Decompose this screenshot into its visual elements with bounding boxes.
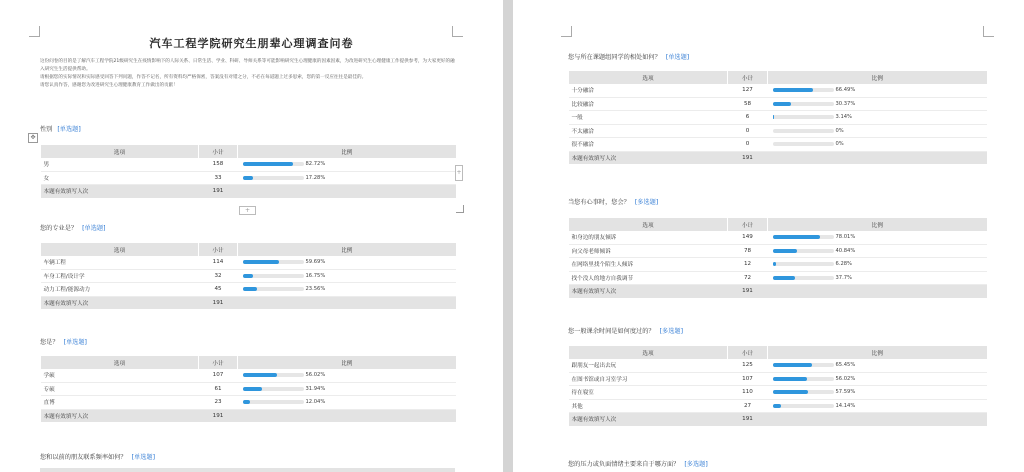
question-type-tag: [单选题] <box>82 225 106 232</box>
option-label: 车身工程/设计学 <box>41 269 199 283</box>
option-label: 十分融洽 <box>569 84 728 97</box>
ratio-percent: 12.04% <box>305 399 326 406</box>
total-ratio-empty <box>768 285 987 298</box>
stats-table <box>568 346 987 426</box>
table-row <box>569 124 987 138</box>
ratio-percent: 37.7% <box>835 274 852 281</box>
ratio-bar-fill <box>773 404 782 408</box>
add-column-plus-icon[interactable]: + <box>455 165 463 181</box>
question-type-tag: [单选题] <box>63 339 87 346</box>
table-row <box>569 258 987 272</box>
stats-table <box>40 145 456 198</box>
table-row <box>41 396 456 410</box>
ratio-bar-fill <box>773 390 808 394</box>
question-type-tag: [多选题] <box>634 199 659 206</box>
option-count: 158 <box>199 158 238 171</box>
table-header-row <box>41 145 456 158</box>
option-label: 在网络里找个陌生人倾诉 <box>569 258 728 272</box>
table-header-row <box>569 218 987 231</box>
ratio-percent: 0% <box>835 127 844 134</box>
stats-table <box>40 356 456 422</box>
option-count: 127 <box>728 84 768 97</box>
ratio-header: 比例 <box>238 145 456 158</box>
ratio-bar <box>773 404 834 408</box>
ratio-bar-fill <box>773 102 792 106</box>
ratio-bar <box>773 363 834 367</box>
ratio-header: 比例 <box>768 218 987 231</box>
option-count: 45 <box>199 283 238 297</box>
add-row-plus-icon[interactable]: + <box>239 206 256 215</box>
question-title <box>568 52 689 61</box>
ratio-bar-fill <box>773 115 775 119</box>
option-count: 72 <box>728 271 768 285</box>
ratio-bar-fill <box>243 373 277 377</box>
table-row <box>569 271 987 285</box>
option-ratio <box>768 124 987 138</box>
table-header-row <box>569 346 987 359</box>
ratio-bar <box>773 115 834 119</box>
count-header: 小计 <box>199 356 238 369</box>
option-count: 23 <box>199 396 238 410</box>
move-handle-icon[interactable]: ✥ <box>28 133 38 143</box>
total-label: 本题有效填写人次 <box>569 285 728 298</box>
option-count: 125 <box>728 359 768 372</box>
option-ratio <box>768 372 987 386</box>
ratio-percent: 82.72% <box>305 161 326 168</box>
option-count: 58 <box>728 97 768 111</box>
ratio-bar <box>773 129 834 133</box>
table-row <box>569 138 987 152</box>
table-row <box>569 359 987 372</box>
option-label: 专硕 <box>41 382 199 396</box>
ratio-bar <box>773 276 834 280</box>
survey-title: 汽车工程学院研究生朋辈心理调查问卷 <box>149 37 354 50</box>
total-count: 191 <box>199 409 238 422</box>
option-label: 不太融洽 <box>569 124 728 138</box>
table-row <box>41 256 456 269</box>
ratio-header: 比例 <box>768 346 987 359</box>
question-type-tag: [单选题] <box>57 126 81 133</box>
ratio-bar <box>773 235 834 239</box>
option-count: 149 <box>728 231 768 244</box>
ratio-percent: 40.84% <box>835 247 856 254</box>
option-label: 跟朋友一起出去玩 <box>569 359 728 372</box>
option-count: 12 <box>728 258 768 272</box>
option-header: 选项 <box>41 145 199 158</box>
ratio-header: 比例 <box>238 243 456 256</box>
ratio-bar <box>773 142 834 146</box>
ratio-percent: 65.45% <box>835 362 856 369</box>
table-total-row <box>41 409 456 422</box>
ratio-percent: 56.02% <box>835 375 856 382</box>
option-ratio <box>768 271 987 285</box>
option-label: 动力工程/能源动力 <box>41 283 199 297</box>
question-title <box>568 197 658 206</box>
option-label: 在图书馆或自习室学习 <box>569 372 728 386</box>
option-ratio <box>238 382 456 396</box>
ratio-bar <box>243 287 304 291</box>
table-row <box>569 386 987 400</box>
option-label: 待在寝室 <box>569 386 728 400</box>
option-label: 比较融洽 <box>569 97 728 111</box>
option-label: 一般 <box>569 111 728 125</box>
count-header: 小计 <box>199 145 238 158</box>
ratio-percent: 31.94% <box>305 385 326 392</box>
ratio-bar-fill <box>243 287 257 291</box>
question-title <box>40 223 106 232</box>
ratio-percent: 56.02% <box>305 372 326 379</box>
question-type-tag: [单选题] <box>131 454 156 461</box>
option-count: 107 <box>199 369 238 382</box>
option-count: 6 <box>728 111 768 125</box>
option-header: 选项 <box>569 346 728 359</box>
option-count: 107 <box>728 372 768 386</box>
ratio-percent: 59.69% <box>305 259 326 266</box>
question-title <box>40 337 87 346</box>
ratio-bar-fill <box>773 235 821 239</box>
total-count: 191 <box>728 413 768 426</box>
option-ratio <box>238 256 456 269</box>
count-header: 小计 <box>199 243 238 256</box>
question-text: 您的专业是？ <box>40 225 78 232</box>
ratio-bar <box>773 249 834 253</box>
table-total-row <box>41 185 456 198</box>
table-row <box>569 231 987 244</box>
table-row <box>41 382 456 396</box>
ratio-bar-fill <box>773 276 796 280</box>
stats-table <box>568 71 987 164</box>
option-ratio <box>238 158 456 171</box>
table-row <box>41 171 456 185</box>
table-header-partial <box>40 468 455 472</box>
document-page-left <box>0 0 503 472</box>
option-ratio <box>768 386 987 400</box>
ratio-bar <box>773 88 834 92</box>
stats-table <box>568 218 987 298</box>
question-text: 您的压力或负面情绪主要来自于哪方面？ <box>568 461 680 468</box>
ratio-percent: 6.28% <box>835 261 852 268</box>
ratio-bar <box>243 400 304 404</box>
survey-intro <box>40 58 455 90</box>
question-type-tag: [单选题] <box>665 54 690 61</box>
option-ratio <box>238 171 456 185</box>
ratio-bar <box>243 162 304 166</box>
total-count: 191 <box>728 285 768 298</box>
table-total-row <box>569 413 987 426</box>
option-ratio <box>768 111 987 125</box>
ratio-bar-fill <box>243 176 254 180</box>
option-label: 其他 <box>569 399 728 413</box>
ratio-bar <box>243 387 304 391</box>
option-label: 男 <box>41 158 199 171</box>
ratio-bar-fill <box>243 400 250 404</box>
table-header-row <box>41 356 456 369</box>
option-count: 78 <box>728 244 768 258</box>
option-ratio <box>768 399 987 413</box>
intro-line: 请您认真作答，感谢您为改进研究生心理健康教育工作做出的贡献！ <box>40 83 178 88</box>
question-text: 您和以前的朋友联系频率如何？ <box>40 454 127 461</box>
option-count: 0 <box>728 138 768 152</box>
table-total-row <box>569 285 987 298</box>
margin-corner-mark <box>983 26 994 37</box>
question-type-tag: [多选题] <box>659 328 684 335</box>
table-total-row <box>41 296 456 309</box>
question-text: 您是？ <box>40 339 59 346</box>
table-row <box>41 283 456 297</box>
table-row <box>569 97 987 111</box>
option-ratio <box>768 231 987 244</box>
total-count: 191 <box>199 185 238 198</box>
question-title <box>40 124 81 133</box>
intro-line: 这份问卷的目的是了解汽车工程学院21级研究生在疫情影响下的人际关系、日常生活、学业、科研、导师关系等可能影响研究生心理健康的因素因素，为改进研究生心理健康工作提供参考，为大家更好的融入研究生生活提供帮助。 <box>40 59 455 72</box>
ratio-percent: 23.56% <box>305 286 326 293</box>
option-header: 选项 <box>41 356 199 369</box>
question-title <box>568 326 683 335</box>
page-gap <box>503 0 513 472</box>
total-label: 本题有效填写人次 <box>569 151 728 164</box>
question-text: 您与所在课题组同学的相处如何？ <box>568 54 661 61</box>
count-header: 小计 <box>728 71 768 84</box>
ratio-percent: 16.75% <box>305 272 326 279</box>
ratio-percent: 66.49% <box>835 87 856 94</box>
question-text: 当您有心事时，您会？ <box>568 199 630 206</box>
ratio-bar <box>243 373 304 377</box>
ratio-header: 比例 <box>238 356 456 369</box>
total-count: 191 <box>728 151 768 164</box>
table-row <box>569 372 987 386</box>
document-page-right <box>513 0 1024 472</box>
table-row <box>41 369 456 382</box>
option-ratio <box>768 244 987 258</box>
option-count: 0 <box>728 124 768 138</box>
option-label: 车辆工程 <box>41 256 199 269</box>
table-row <box>569 244 987 258</box>
option-ratio <box>238 283 456 297</box>
total-ratio-empty <box>768 151 987 164</box>
total-label: 本题有效填写人次 <box>41 296 199 309</box>
table-row <box>41 269 456 283</box>
ratio-percent: 57.59% <box>835 389 856 396</box>
question-text: 您一般课余时间是如何度过的？ <box>568 328 655 335</box>
option-count: 110 <box>728 386 768 400</box>
total-label: 本题有效填写人次 <box>41 409 199 422</box>
ratio-bar <box>773 102 834 106</box>
ratio-bar <box>243 176 304 180</box>
option-ratio <box>768 359 987 372</box>
total-ratio-empty <box>238 185 456 198</box>
option-label: 向父母老师倾诉 <box>569 244 728 258</box>
ratio-bar <box>773 390 834 394</box>
stats-table <box>40 243 456 309</box>
ratio-percent: 3.14% <box>835 114 852 121</box>
table-header-row <box>569 71 987 84</box>
ratio-bar-fill <box>773 363 813 367</box>
ratio-bar <box>243 274 304 278</box>
total-label: 本题有效填写人次 <box>569 413 728 426</box>
ratio-percent: 17.28% <box>305 174 326 181</box>
option-ratio <box>768 84 987 97</box>
question-title <box>568 459 708 468</box>
ratio-percent: 30.37% <box>835 100 856 107</box>
resize-handle-icon[interactable] <box>456 205 464 213</box>
ratio-bar <box>773 377 834 381</box>
option-ratio <box>768 138 987 152</box>
total-label: 本题有效填写人次 <box>41 185 199 198</box>
count-header: 小计 <box>728 346 768 359</box>
option-count: 114 <box>199 256 238 269</box>
question-title <box>40 452 155 461</box>
question-text: 性别 <box>40 126 53 133</box>
option-label: 女 <box>41 171 199 185</box>
option-label: 和身边的朋友倾诉 <box>569 231 728 244</box>
question-type-tag: [多选题] <box>684 461 708 468</box>
option-count: 27 <box>728 399 768 413</box>
table-total-row <box>569 151 987 164</box>
ratio-percent: 78.01% <box>835 234 856 241</box>
total-ratio-empty <box>238 409 456 422</box>
table-row <box>569 111 987 125</box>
ratio-header: 比例 <box>768 71 987 84</box>
option-ratio <box>768 258 987 272</box>
option-count: 33 <box>199 171 238 185</box>
ratio-bar-fill <box>243 162 293 166</box>
ratio-bar-fill <box>243 260 279 264</box>
ratio-bar-fill <box>773 377 807 381</box>
option-ratio <box>238 369 456 382</box>
ratio-bar <box>243 260 304 264</box>
ratio-bar-fill <box>243 387 262 391</box>
intro-line: 请根据您的实际情况和实际感受回答下列问题，作答不记名，所有资料均严格保密，答案没有对错之分，不必在每道题上过多思索，您的第一反应往往是最佳的。 <box>40 75 367 80</box>
table-row <box>569 84 987 97</box>
ratio-percent: 14.14% <box>835 402 856 409</box>
margin-corner-mark <box>561 26 572 37</box>
option-header: 选项 <box>569 218 728 231</box>
option-label: 学硕 <box>41 369 199 382</box>
total-count: 191 <box>199 296 238 309</box>
ratio-bar <box>773 262 834 266</box>
option-label: 直博 <box>41 396 199 410</box>
total-ratio-empty <box>768 413 987 426</box>
ratio-bar-fill <box>773 262 777 266</box>
option-ratio <box>238 269 456 283</box>
option-header: 选项 <box>41 243 199 256</box>
option-label: 找个没人的地方自我调节 <box>569 271 728 285</box>
option-ratio <box>238 396 456 410</box>
ratio-bar-fill <box>243 274 253 278</box>
option-count: 61 <box>199 382 238 396</box>
table-row <box>569 399 987 413</box>
table-row <box>41 158 456 171</box>
count-header: 小计 <box>728 218 768 231</box>
option-label: 很不融洽 <box>569 138 728 152</box>
total-ratio-empty <box>238 296 456 309</box>
table-header-row <box>41 243 456 256</box>
option-ratio <box>768 97 987 111</box>
ratio-bar-fill <box>773 88 814 92</box>
ratio-percent: 0% <box>835 141 844 148</box>
option-count: 32 <box>199 269 238 283</box>
ratio-bar-fill <box>773 249 798 253</box>
option-header: 选项 <box>569 71 728 84</box>
